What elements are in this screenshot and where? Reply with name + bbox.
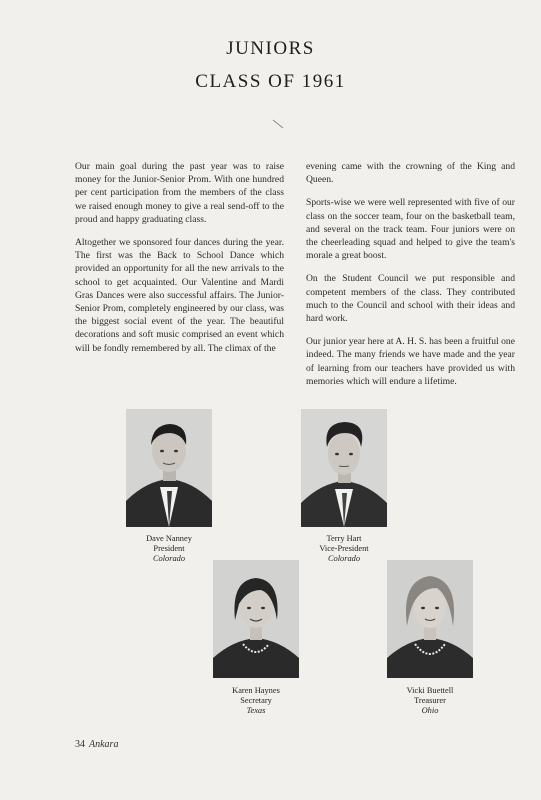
officer-caption-secretary: [191, 686, 321, 716]
section-subtitle: CLASS OF 1961: [195, 71, 346, 92]
officer-title: Secretary: [240, 696, 272, 705]
paragraph: evening came with the crowning of the King and Queen.: [306, 161, 515, 186]
officer-state: Colorado: [152, 554, 186, 563]
officer-state: Colorado: [327, 554, 361, 563]
officer-title: Vice-President: [319, 544, 369, 553]
officer-title: Treasurer: [414, 696, 446, 705]
officer-photo-president: [126, 409, 212, 527]
paragraph: Our junior year here at A. H. S. has been a fruitful one indeed. The many friends we have made and the year of learning from our teachers have provided us with memories which will endure a lifetime.: [306, 336, 515, 387]
officer-caption-treasurer: [365, 686, 495, 716]
body-column-right: [306, 160, 515, 398]
officer-state: Texas: [246, 706, 266, 715]
publication-name: Ankara: [89, 739, 119, 750]
officer-name: Karen Haynes: [232, 686, 280, 695]
officer-state: Ohio: [421, 706, 439, 715]
section-title: JUNIORS: [226, 38, 315, 59]
paragraph: Sports-wise we were well represented with five of our class on the soccer team, four on the basketball team, and several on the track team. Four juniors were on the cheerleading squad and helped to give the team's morale a great boost.: [306, 197, 515, 262]
officer-name: Dave Nanney: [146, 534, 192, 543]
officer-photo-secretary: [213, 560, 299, 678]
page-footer: [75, 739, 118, 750]
stray-mark: [271, 118, 285, 130]
officer-title: President: [153, 544, 185, 553]
officer-photo-treasurer: [387, 560, 473, 678]
paragraph: Our main goal during the past year was to raise money for the Junior-Senior Prom. With one hundred per cent participation from the members of the class we raised enough money to give a real send-off to the proud and happy graduating class.: [75, 161, 284, 225]
officer-name: Terry Hart: [326, 534, 362, 543]
officer-name: Vicki Buettell: [406, 686, 454, 695]
paragraph: Altogether we sponsored four dances during the year. The first was the Back to School Dance which provided an opportunity for all the new arrivals to the school to get acquainted. Our Valentine and Mardi Gras Dances were also successful affairs. The Junior-Senior Prom, completely engineered by our class, was the biggest social event of the year. The beautiful decorations and soft music comprised an event which will be fondly remembered by all. The climax of the: [75, 237, 284, 354]
body-column-left: [75, 160, 284, 365]
page-number: 34: [75, 739, 85, 750]
paragraph: On the Student Council we put responsible and competent members of the class. They contributed much to the Council and school with their ideas and hard work.: [306, 273, 515, 325]
officer-photo-vice-president: [301, 409, 387, 527]
